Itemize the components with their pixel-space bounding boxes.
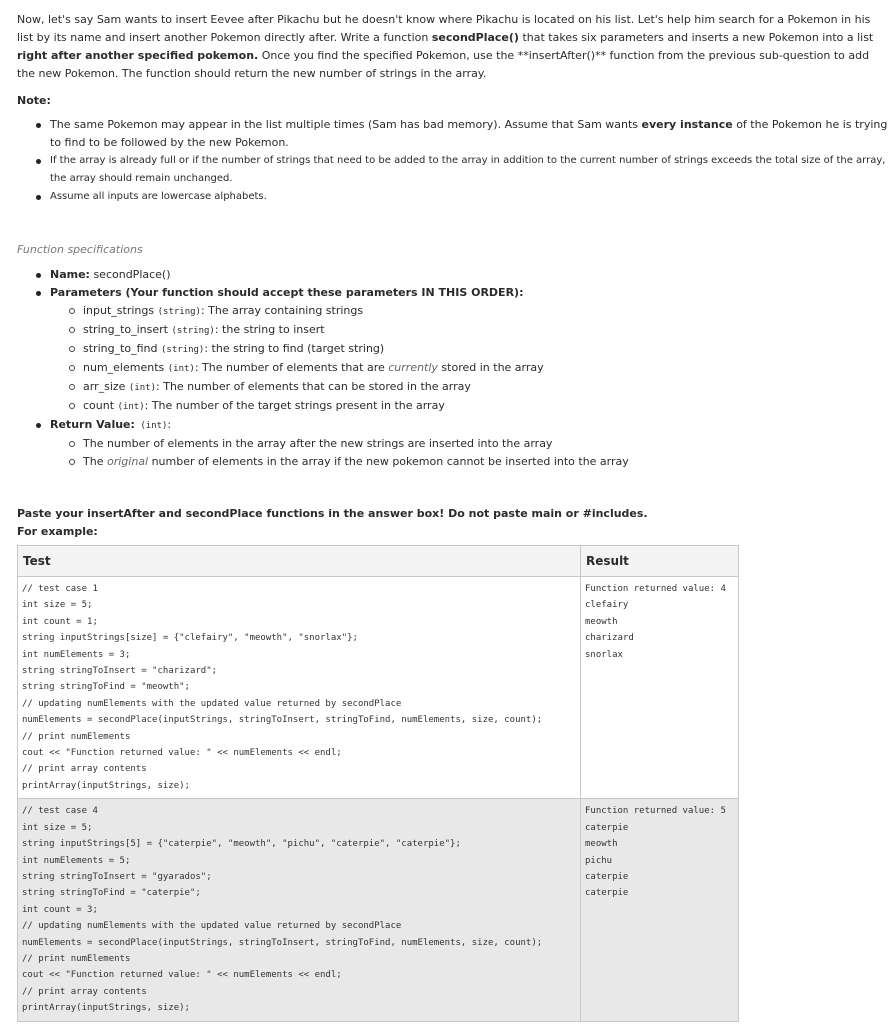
table-header-row: [18, 546, 739, 577]
param-item: string_to_insert (string): the string to insert: [17, 321, 877, 340]
note-item: If the array is already full or if the number of strings that need to be added to the array in addition to the current number of strings exceeds the total size of the array, the array should remain unchanged.: [17, 152, 889, 188]
intro-bold-phrase: right after another specified pokemon.: [17, 49, 259, 62]
spec-name-item: Name: secondPlace(): [17, 266, 877, 284]
note-item: The same Pokemon may appear in the list multiple times (Sam has bad memory). Assume that Sam wants every instance of the Pokemon he is trying to find to be followed by the new Pokemon.: [17, 116, 889, 152]
intro-text-2: that takes six parameters and inserts a new Pokemon into a list: [518, 31, 874, 44]
note-item: Assume all inputs are lowercase alphabets.: [17, 188, 889, 206]
param-item: count (int): The number of the target strings present in the array: [17, 397, 877, 416]
table-row: [18, 577, 739, 799]
test-code: // test case 1 int size = 5; int count = 1; string inputStrings[size] = {"clefairy", "meowth", "snorlax"}; int numElements = 3; string stringToInsert = "charizard"; string stringToFind = "meowth"; // updating numElements with the updated value returned by secondPlace numElements = secondPlace(inputStrings, stringToInsert, stringToFind, numElements, size, count); // print numElements cout << "Function returned value: " << numElements << endl; // print array contents printArray(inputStrings, size);: [22, 584, 543, 791]
test-cell: [18, 799, 581, 1021]
param-item: num_elements (int): The number of elements that are currently stored in the array: [17, 359, 877, 378]
example-label: For example:: [17, 525, 98, 538]
spec-params-item: Parameters (Your function should accept these parameters IN THIS ORDER):: [17, 284, 877, 302]
result-output: Function returned value: 4 clefairy meowth charizard snorlax: [585, 584, 726, 660]
return-item: The original number of elements in the array if the new pokemon cannot be inserted into the array: [17, 453, 877, 471]
examples-table: [17, 545, 739, 1022]
note-heading: Note:: [17, 94, 51, 107]
intro-paragraph: [17, 11, 889, 83]
spec-list: [17, 266, 877, 471]
param-item: arr_size (int): The number of elements that can be stored in the array: [17, 378, 877, 397]
intro-function-name: secondPlace(): [431, 31, 519, 44]
table-row: [18, 799, 739, 1021]
intro-text-1: Now, let's say Sam wants to insert Eevee after Pikachu but he doesn't know where Pikachu is located on his list. Let's help him search for a Pokemon in his list by its name and insert another Pokemon directly after. Write a function: [17, 13, 871, 44]
paste-line: Paste your insertAfter and secondPlace functions in the answer box! Do not paste main or #includes.: [17, 507, 648, 520]
paste-instructions: [17, 505, 648, 541]
result-cell: [581, 799, 739, 1021]
test-code: // test case 4 int size = 5; string inputStrings[5] = {"caterpie", "meowth", "pichu", "caterpie", "caterpie"}; int numElements = 5; string stringToInsert = "gyarados"; string stringToFind = "caterpie"; int count = 3; // updating numElements with the updated value returned by secondPlace numElements = secondPlace(inputStrings, stringToInsert, stringToFind, numElements, size, count); // print numElements cout << "Function returned value: " << numElements << endl; // print array contents printArray(inputStrings, size);: [22, 806, 543, 1014]
param-item: input_strings (string): The array containing strings: [17, 302, 877, 321]
spec-return-item: Return Value: (int):: [17, 416, 877, 435]
note-list: [17, 116, 889, 206]
param-item: string_to_find (string): the string to find (target string): [17, 340, 877, 359]
test-cell: [18, 577, 581, 799]
return-item: The number of elements in the array after the new strings are inserted into the array: [17, 435, 877, 453]
header-result: Result: [581, 546, 739, 577]
header-test: Test: [18, 546, 581, 577]
result-output: Function returned value: 5 caterpie meowth pichu caterpie caterpie: [585, 806, 726, 899]
function-spec-title: Function specifications: [17, 243, 143, 256]
intro-text-3: Once you find the specified Pokemon, use the **insertAfter()** function from the previous sub-question to add the new Pokemon. The function should return the new number of strings in the array.: [17, 49, 870, 80]
result-cell: [581, 577, 739, 799]
